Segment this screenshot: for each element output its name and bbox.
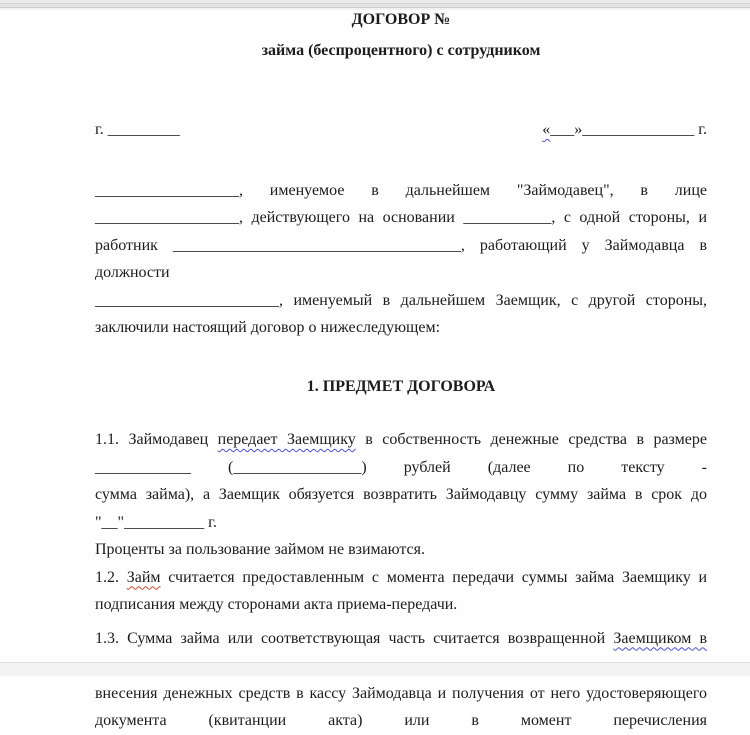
- text-segment: _______________________, именуемый в дальнейшем Заемщик, с другой стороны,: [95, 291, 707, 309]
- preamble-paragraph: [95, 177, 707, 342]
- paragraph-line: [95, 204, 707, 232]
- text-segment: __________________, действующего на основании ___________, с одной стороны, и: [95, 209, 707, 226]
- paragraph-line: [95, 287, 707, 315]
- paragraph-line: [95, 232, 707, 287]
- clause-1-2: [95, 564, 707, 619]
- text-segment: в собственность денежные средства в размере: [355, 431, 707, 448]
- spellcheck-flagged-text: Заемщиком в: [613, 629, 708, 647]
- text-segment: считается предоставленным с момента передачи суммы займа Заемщику и: [160, 568, 708, 586]
- paragraph-line: [95, 564, 707, 592]
- spellcheck-flagged-text: «: [542, 121, 551, 138]
- text-segment: подписания между сторонами акта приема-передачи.: [95, 596, 458, 613]
- text-segment: 1.2.: [95, 568, 127, 586]
- page-top-edge: [0, 0, 750, 10]
- city-field: [95, 116, 180, 144]
- paragraph-line: [95, 509, 707, 537]
- clause-1-1-note: [95, 536, 707, 564]
- text-segment: Проценты за пользование займом не взимаются.: [95, 541, 426, 558]
- clause-1-1: [95, 426, 707, 536]
- date-field: [542, 116, 707, 144]
- text-segment: __________________, именуемое в дальнейшем "Займодавец", в лице: [95, 181, 707, 199]
- text-segment: ______________ г.: [582, 121, 707, 138]
- text-segment: г. _________: [95, 121, 180, 138]
- paragraph-line: [95, 536, 707, 564]
- spellcheck-flagged-text: Займ: [126, 568, 161, 586]
- text-segment: внесения денежных средств в кассу Займодавца и получения от него удостоверяющего: [95, 684, 707, 702]
- paragraph-line: [95, 481, 707, 509]
- text-segment: ___»: [550, 121, 583, 138]
- paragraph-line: [95, 680, 707, 708]
- clause-1-3: [95, 625, 707, 735]
- paragraph-line: [95, 591, 707, 619]
- text-segment: работник ____________________________________, работающий у Займодавца в должности: [95, 236, 707, 281]
- text-segment: документа (квитанции акта) или в момент перечисления: [95, 712, 707, 729]
- text-segment: сумма займа), а Заемщик обязуется возвратить Займодавцу сумму займа в срок до: [95, 486, 707, 503]
- text-segment: заключили настоящий договор о нижеследующем:: [95, 319, 441, 336]
- paragraph-line: [95, 707, 707, 735]
- paragraph-line: [95, 314, 707, 342]
- paragraph-line: [95, 426, 707, 454]
- text-segment: "__"__________ г.: [95, 513, 217, 531]
- city-date-row: [95, 116, 707, 144]
- spellcheck-flagged-text: передает Заемщику: [217, 431, 356, 448]
- paragraph-line: [95, 177, 707, 205]
- text-segment: 1.3. Сумма займа или соответствующая часть считается возвращенной: [95, 629, 614, 647]
- text-segment: 1.1. Займодавец: [95, 431, 218, 448]
- page-bottom-edge: [0, 662, 750, 676]
- document-subtitle: займа (беспроцентного) с сотрудником: [261, 41, 541, 59]
- section-1-heading: 1. ПРЕДМЕТ ДОГОВОРА: [306, 377, 496, 395]
- text-segment: ____________ (________________) рублей (далее по тексту -: [95, 458, 707, 476]
- document-title: ДОГОВОР №: [351, 11, 451, 28]
- paragraph-line: [95, 454, 707, 482]
